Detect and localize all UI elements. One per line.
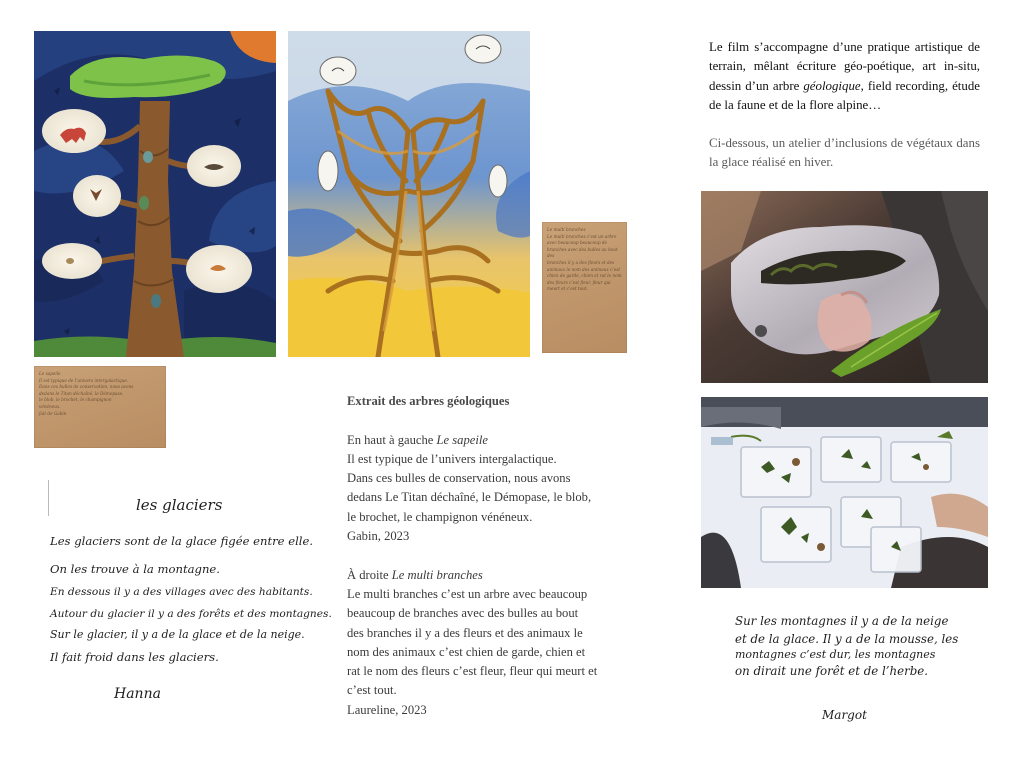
intro-text (709, 38, 980, 116)
poem-line: Il fait froid dans les glaciers. (50, 650, 219, 664)
poem-line: montagnes c’est dur, les montagnes (735, 648, 936, 661)
extract-text-block (347, 392, 629, 720)
extract-line: nom des animaux c’est chien de garde, chien et (347, 644, 586, 659)
intro-paragraph (709, 38, 980, 116)
photo-ice-inclusion (701, 191, 988, 383)
extract-second-prefix: À droite (347, 567, 392, 582)
poem-line: et de la glace. Il y a de la mousse, les (735, 632, 959, 646)
extract-second-title: Le multi branches (391, 567, 483, 582)
extract-line: Le multi branches c’est un arbre avec beaucoup (347, 586, 588, 601)
extract-line: dedans Le Titan déchaîné, le Démopase, le blob, (347, 490, 592, 505)
painting-le-multi-branches (288, 31, 530, 357)
photo-workshop-table (701, 397, 988, 588)
extract-signature: Gabin, 2023 (347, 529, 410, 544)
poem-title: les glaciers (136, 496, 223, 514)
extract-first-intro (347, 431, 629, 450)
poem-line: On les trouve à la montagne. (50, 562, 220, 576)
extract-signature: Laureline, 2023 (347, 702, 427, 717)
intro-text-emphasis: géologique (803, 78, 861, 93)
extract-line: Il est typique de l’univers intergalactique. (347, 451, 557, 466)
intro-text-part: , field recording, étude de la faune et de la flore alpine… (709, 78, 981, 113)
poem-signature: Margot (822, 708, 867, 722)
extract-line: le brochet, le champignon vénéneux. (347, 509, 533, 524)
poem-line: Sur les montagnes il y a de la neige (735, 614, 949, 628)
poem-line: on dirait une forêt et de l’herbe. (735, 664, 928, 678)
extract-heading: Extrait des arbres géologiques (347, 394, 510, 408)
poem-line: Les glaciers sont de la glace figée entre elle. (50, 534, 314, 548)
extract-second-intro (347, 566, 629, 585)
extract-first-prefix: En haut à gauche (347, 432, 437, 447)
photo-workshop-table-image (701, 397, 988, 588)
extract-line: beaucoup de branches avec des bulles au bout (347, 606, 579, 621)
poem-line: En dessous il y a des villages avec des habitants. (50, 586, 313, 598)
poem-line: Autour du glacier il y a des forêts et des montagnes. (50, 608, 332, 620)
painting-le-sapeile (34, 31, 276, 357)
photo-ice-inclusion-image (701, 191, 988, 383)
extract-line: Dans ces bulles de conservation, nous avons (347, 471, 571, 486)
poem-signature: Hanna (114, 686, 161, 702)
workshop-caption (709, 134, 980, 173)
margin-rule (48, 480, 49, 516)
painting-le-multi-branches-image (288, 31, 530, 357)
poem-line: Sur le glacier, il y a de la glace et de la neige. (50, 628, 305, 641)
workshop-caption-text: Ci-dessous, un atelier d’inclusions de végétaux dans la glace réalisé en hiver. (709, 136, 980, 170)
handwritten-card-multi-branches (542, 222, 627, 353)
extract-line: des branches il y a des fleurs et des animaux le (347, 625, 583, 640)
painting-le-sapeile-image (34, 31, 276, 357)
card-text: Le multi branches Le multi branches c’est un arbre avec beaucoup beaucoup de branches avec des bulles au bout des branches il y a des fleurs et des animaux le nom des animaux c’est chien de garde, chien et rat le nom des fleurs c’est fleur, fleur qui meurt et c’est tout. (547, 227, 622, 292)
handwritten-poem-montagnes (705, 606, 995, 736)
handwritten-poem-glaciers (44, 478, 332, 718)
extract-line: c’est tout. (347, 683, 397, 698)
intro-text-part: Le film s’accompagne d’une pratique artistique de terrain, mêlant écriture géo-poétique, art in-situ, dessin d’un arbre (709, 40, 980, 93)
extract-line: rat le nom des fleurs c’est fleur, fleur qui meurt et (347, 664, 598, 679)
handwritten-card-sapeile (34, 366, 166, 448)
extract-first-title: Le sapeile (436, 432, 488, 447)
card-text: Le sapeile Il est typique de l’univers intergalactique. Dans ces bulles de conservation, nous avons dedans le Titan déchaîné, le Démopase, le blob, le brochet, le champignon vénéneux. fait de Gabin (39, 371, 134, 416)
